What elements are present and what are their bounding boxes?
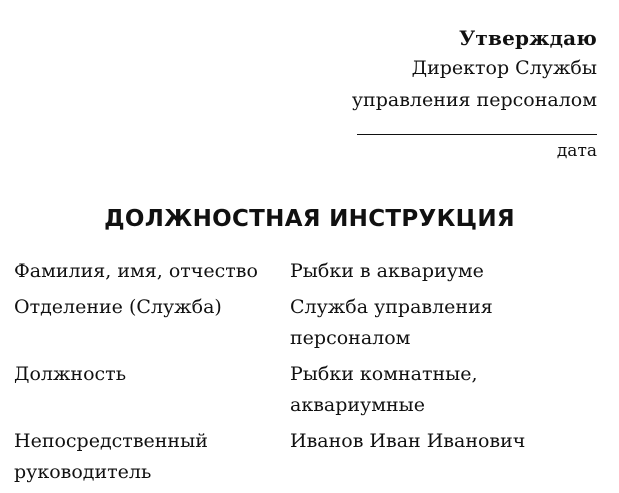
document-title: ДОЛЖНОСТНАЯ ИНСТРУКЦИЯ xyxy=(104,206,515,232)
info-row-position xyxy=(14,359,604,421)
approval-position-line-2: управления персоналом xyxy=(351,89,597,111)
field-label-full-name: Фамилия, имя, отчество xyxy=(14,260,258,282)
field-value-position: Рыбки комнатные, аквариумные xyxy=(290,363,478,416)
field-label-position: Должность xyxy=(14,363,127,385)
field-value-department: Служба управления персоналом xyxy=(290,296,493,349)
signature-line xyxy=(357,134,597,135)
date-label: дата xyxy=(556,141,597,161)
approval-position-line-1: Директор Службы xyxy=(411,57,597,79)
approval-title: Утверждаю xyxy=(458,26,597,50)
approval-block xyxy=(337,24,597,163)
employee-info-table xyxy=(14,256,604,493)
field-value-supervisor: Иванов Иван Иванович xyxy=(290,430,526,452)
field-label-supervisor: Непосредственный руководитель xyxy=(14,430,208,483)
field-label-department: Отделение (Служба) xyxy=(14,296,222,318)
info-row-full-name xyxy=(14,256,604,287)
info-row-supervisor xyxy=(14,426,604,488)
info-row-department xyxy=(14,292,604,354)
field-value-full-name: Рыбки в аквариуме xyxy=(290,260,484,282)
